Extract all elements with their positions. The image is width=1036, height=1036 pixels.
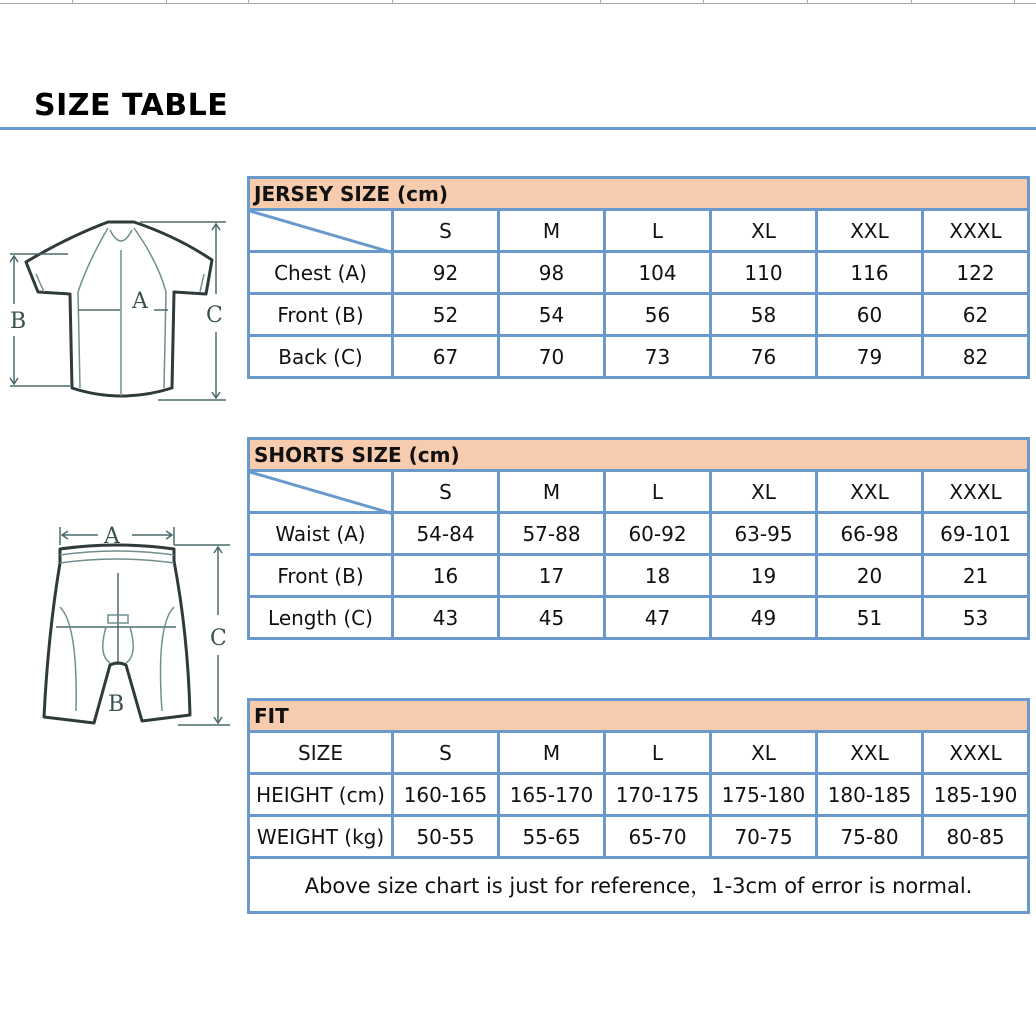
diagonal-corner-cell bbox=[249, 210, 393, 252]
size-col-xxl: XXL bbox=[817, 471, 923, 513]
table-cell: 60-92 bbox=[605, 513, 711, 555]
size-col-xxxl: XXXL bbox=[923, 210, 1029, 252]
table-cell: 49 bbox=[711, 597, 817, 639]
diagonal-line-icon bbox=[250, 472, 394, 517]
row-label: Front (B) bbox=[249, 555, 393, 597]
table-cell: 57-88 bbox=[499, 513, 605, 555]
table-cell: 185-190 bbox=[923, 774, 1029, 816]
table-row bbox=[249, 597, 1029, 639]
shorts-table-title: SHORTS SIZE (cm) bbox=[249, 439, 1029, 471]
grid-tick bbox=[600, 0, 601, 3]
table-row bbox=[249, 513, 1029, 555]
table-cell: 21 bbox=[923, 555, 1029, 597]
table-header-row bbox=[249, 439, 1029, 471]
size-col-l: L bbox=[605, 732, 711, 774]
table-cell: 58 bbox=[711, 294, 817, 336]
table-cell: 70 bbox=[499, 336, 605, 378]
table-cell: 53 bbox=[923, 597, 1029, 639]
row-label: Front (B) bbox=[249, 294, 393, 336]
table-cell: 62 bbox=[923, 294, 1029, 336]
shorts-label-a: A bbox=[104, 524, 120, 549]
diagonal-line-icon bbox=[250, 211, 394, 256]
size-header-row bbox=[249, 471, 1029, 513]
title-divider bbox=[0, 127, 1036, 130]
shorts-diagram bbox=[38, 515, 238, 735]
table-cell: 18 bbox=[605, 555, 711, 597]
size-col-xxxl: XXXL bbox=[923, 471, 1029, 513]
shorts-label-c: C bbox=[210, 626, 227, 651]
table-cell: 54-84 bbox=[393, 513, 499, 555]
table-row bbox=[249, 294, 1029, 336]
table-row bbox=[249, 816, 1029, 858]
table-cell: 16 bbox=[393, 555, 499, 597]
fit-table-title: FIT bbox=[249, 700, 1029, 732]
table-cell: 67 bbox=[393, 336, 499, 378]
table-cell: 98 bbox=[499, 252, 605, 294]
page-title: SIZE TABLE bbox=[34, 88, 229, 123]
row-label: Back (C) bbox=[249, 336, 393, 378]
table-cell: 19 bbox=[711, 555, 817, 597]
jersey-size-table bbox=[247, 176, 1030, 379]
table-row bbox=[249, 336, 1029, 378]
table-cell: 104 bbox=[605, 252, 711, 294]
grid-tick bbox=[392, 0, 393, 3]
jersey-illustration-icon bbox=[8, 212, 230, 402]
row-label: Length (C) bbox=[249, 597, 393, 639]
size-col-l: L bbox=[605, 471, 711, 513]
size-col-m: M bbox=[499, 210, 605, 252]
table-cell: 79 bbox=[817, 336, 923, 378]
table-cell: 63-95 bbox=[711, 513, 817, 555]
table-cell: 66-98 bbox=[817, 513, 923, 555]
size-label-cell: SIZE bbox=[249, 732, 393, 774]
reference-note: Above size chart is just for reference，1-3cm of error is normal. bbox=[249, 858, 1029, 913]
table-row bbox=[249, 774, 1029, 816]
table-cell: 70-75 bbox=[711, 816, 817, 858]
shorts-size-table bbox=[247, 437, 1030, 640]
table-cell: 17 bbox=[499, 555, 605, 597]
size-col-xl: XL bbox=[711, 732, 817, 774]
jersey-table-title: JERSEY SIZE (cm) bbox=[249, 178, 1029, 210]
size-col-l: L bbox=[605, 210, 711, 252]
table-cell: 110 bbox=[711, 252, 817, 294]
jersey-label-c: C bbox=[206, 303, 223, 328]
size-col-xxl: XXL bbox=[817, 732, 923, 774]
table-cell: 180-185 bbox=[817, 774, 923, 816]
size-header-row bbox=[249, 732, 1029, 774]
size-col-xxl: XXL bbox=[817, 210, 923, 252]
grid-tick bbox=[703, 0, 704, 3]
table-header-row bbox=[249, 700, 1029, 732]
table-row bbox=[249, 252, 1029, 294]
size-col-xl: XL bbox=[711, 471, 817, 513]
row-label: Waist (A) bbox=[249, 513, 393, 555]
grid-tick bbox=[248, 0, 249, 3]
table-cell: 45 bbox=[499, 597, 605, 639]
table-cell: 54 bbox=[499, 294, 605, 336]
grid-tick bbox=[911, 0, 912, 3]
grid-tick bbox=[1014, 0, 1015, 3]
shorts-illustration-icon bbox=[38, 515, 238, 735]
table-cell: 170-175 bbox=[605, 774, 711, 816]
fit-table bbox=[247, 698, 1030, 914]
size-col-s: S bbox=[393, 210, 499, 252]
table-cell: 76 bbox=[711, 336, 817, 378]
table-cell: 92 bbox=[393, 252, 499, 294]
grid-tick bbox=[72, 0, 73, 3]
size-col-s: S bbox=[393, 471, 499, 513]
table-cell: 65-70 bbox=[605, 816, 711, 858]
table-cell: 43 bbox=[393, 597, 499, 639]
jersey-label-a: A bbox=[132, 289, 148, 314]
table-cell: 60 bbox=[817, 294, 923, 336]
table-cell: 165-170 bbox=[499, 774, 605, 816]
size-col-xl: XL bbox=[711, 210, 817, 252]
table-cell: 82 bbox=[923, 336, 1029, 378]
note-row bbox=[249, 858, 1029, 913]
grid-tick bbox=[166, 0, 167, 3]
table-cell: 51 bbox=[817, 597, 923, 639]
table-row bbox=[249, 555, 1029, 597]
table-cell: 122 bbox=[923, 252, 1029, 294]
jersey-diagram bbox=[8, 212, 230, 402]
table-cell: 175-180 bbox=[711, 774, 817, 816]
shorts-label-b: B bbox=[108, 692, 125, 717]
spreadsheet-gridline bbox=[0, 0, 1036, 4]
size-col-m: M bbox=[499, 471, 605, 513]
size-col-s: S bbox=[393, 732, 499, 774]
table-cell: 52 bbox=[393, 294, 499, 336]
table-cell: 47 bbox=[605, 597, 711, 639]
table-cell: 80-85 bbox=[923, 816, 1029, 858]
size-header-row bbox=[249, 210, 1029, 252]
table-cell: 50-55 bbox=[393, 816, 499, 858]
table-cell: 55-65 bbox=[499, 816, 605, 858]
jersey-label-b: B bbox=[10, 309, 27, 334]
size-col-xxxl: XXXL bbox=[923, 732, 1029, 774]
table-cell: 75-80 bbox=[817, 816, 923, 858]
table-cell: 20 bbox=[817, 555, 923, 597]
table-cell: 116 bbox=[817, 252, 923, 294]
diagonal-corner-cell bbox=[249, 471, 393, 513]
row-label: WEIGHT (kg) bbox=[249, 816, 393, 858]
table-cell: 69-101 bbox=[923, 513, 1029, 555]
table-header-row bbox=[249, 178, 1029, 210]
size-col-m: M bbox=[499, 732, 605, 774]
row-label: HEIGHT (cm) bbox=[249, 774, 393, 816]
row-label: Chest (A) bbox=[249, 252, 393, 294]
table-cell: 160-165 bbox=[393, 774, 499, 816]
table-cell: 56 bbox=[605, 294, 711, 336]
table-cell: 73 bbox=[605, 336, 711, 378]
grid-tick bbox=[807, 0, 808, 3]
